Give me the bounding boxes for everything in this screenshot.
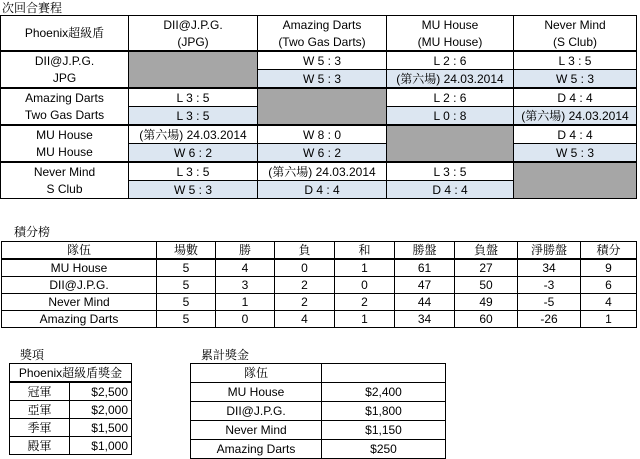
standings-team: DII@J.P.G. — [2, 277, 157, 294]
fixtures-row — [1, 88, 637, 107]
standings-value: 50 — [455, 277, 518, 294]
fixtures-col-team: MU House — [387, 16, 514, 34]
fixtures-col-venue: (Two Gas Darts) — [258, 33, 387, 51]
accum-amount: $250 — [322, 440, 446, 459]
prize-amount: $1,500 — [70, 419, 132, 437]
prize-place: 季軍 — [10, 419, 70, 437]
fixtures-row-team: Never Mind — [1, 162, 129, 181]
fixtures-result: W 6 : 2 — [129, 144, 258, 163]
standings-value: 1 — [335, 259, 395, 277]
fixtures-row-venue: JPG — [1, 70, 129, 89]
prize-row — [10, 437, 132, 455]
accum-amount: $1,150 — [322, 421, 446, 440]
fixtures-col-venue: (MU House) — [387, 33, 514, 51]
standings-row — [2, 294, 637, 311]
prize-place: 殿軍 — [10, 437, 70, 455]
standings-header: 勝盤 — [395, 242, 455, 260]
standings-value: 4 — [216, 259, 275, 277]
fixtures-self-cell — [514, 162, 637, 199]
standings-header: 淨勝盤 — [518, 242, 581, 260]
prize-row — [10, 419, 132, 437]
prize-amount: $2,000 — [70, 401, 132, 419]
fixtures-result: W 5 : 3 — [258, 70, 387, 89]
fixtures-self-cell — [129, 51, 258, 88]
standings-value: 47 — [395, 277, 455, 294]
fixtures-row-venue: Two Gas Darts — [1, 107, 129, 126]
fixtures-title: 次回合賽程 — [2, 1, 63, 15]
standings-team: Never Mind — [2, 294, 157, 311]
accum-amount: $1,800 — [322, 402, 446, 421]
standings-value: 0 — [275, 259, 335, 277]
accum-header-row — [191, 364, 446, 383]
standings-value: -3 — [518, 277, 581, 294]
fixtures-result: L 3 : 5 — [129, 107, 258, 126]
prize-row — [10, 382, 132, 401]
standings-header: 負 — [275, 242, 335, 260]
standings-value: 5 — [157, 259, 216, 277]
standings-row — [2, 277, 637, 294]
fixtures-row-team: DII@J.P.G. — [1, 51, 129, 70]
fixtures-col-team: Amazing Darts — [258, 16, 387, 34]
fixtures-result: D 4 : 4 — [258, 181, 387, 199]
prize-place: 亞軍 — [10, 401, 70, 419]
standings-value: 49 — [455, 294, 518, 311]
accum-title: 累計獎金 — [201, 348, 250, 362]
standings-value: -5 — [518, 294, 581, 311]
accum-amount: $2,400 — [322, 383, 446, 402]
standings-value: 0 — [216, 311, 275, 328]
accum-header: 隊伍 — [191, 364, 322, 383]
fixtures-row — [1, 162, 637, 181]
fixtures-result: D 4 : 4 — [514, 88, 637, 107]
fixtures-result: (第六場) 24.03.2014 — [129, 125, 258, 144]
fixtures-row-venue: MU House — [1, 144, 129, 163]
prize-row — [10, 401, 132, 419]
standings-value: 2 — [275, 294, 335, 311]
fixtures-col-venue: (JPG) — [129, 33, 258, 51]
fixtures-result: L 3 : 5 — [514, 51, 637, 70]
standings-value: 2 — [335, 294, 395, 311]
standings-value: 4 — [581, 294, 637, 311]
standings-value: 9 — [581, 259, 637, 277]
standings-value: 4 — [275, 311, 335, 328]
fixtures-corner: Phoenix超級盾 — [1, 16, 129, 52]
standings-value: 1 — [581, 311, 637, 328]
fixtures-result: L 0 : 8 — [387, 107, 514, 126]
standings-header: 負盤 — [455, 242, 518, 260]
fixtures-table — [0, 15, 637, 199]
accum-team: Never Mind — [191, 421, 322, 440]
fixtures-result: L 3 : 5 — [387, 162, 514, 181]
standings-value: 2 — [275, 277, 335, 294]
fixtures-row-team: MU House — [1, 125, 129, 144]
standings-value: 60 — [455, 311, 518, 328]
standings-value: 3 — [216, 277, 275, 294]
accum-row — [191, 421, 446, 440]
standings-title: 積分榜 — [14, 225, 51, 239]
fixtures-result: L 2 : 6 — [387, 51, 514, 70]
standings-value: -26 — [518, 311, 581, 328]
fixtures-self-cell — [258, 88, 387, 125]
fixtures-result: W 5 : 3 — [258, 51, 387, 70]
standings-value: 44 — [395, 294, 455, 311]
prize-amount: $2,500 — [70, 382, 132, 401]
accumulated-prize-table — [190, 363, 446, 459]
accum-header-blank — [322, 364, 446, 383]
fixtures-row-2 — [1, 144, 637, 163]
fixtures-result: W 8 : 0 — [258, 125, 387, 144]
fixtures-row — [1, 51, 637, 70]
fixtures-result: D 4 : 4 — [514, 125, 637, 144]
fixtures-col-team: Never Mind — [514, 16, 637, 34]
prize-place: 冠軍 — [10, 382, 70, 401]
fixtures-col-team: DII@J.P.G. — [129, 16, 258, 34]
fixtures-result: (第六場) 24.03.2014 — [258, 162, 387, 181]
prizes-header-row — [10, 364, 132, 383]
prize-amount: $1,000 — [70, 437, 132, 455]
standings-header-row — [2, 242, 637, 260]
standings-row — [2, 311, 637, 328]
prizes-table — [9, 363, 132, 455]
standings-value: 0 — [335, 277, 395, 294]
standings-value: 27 — [455, 259, 518, 277]
fixtures-result: W 5 : 3 — [129, 181, 258, 199]
fixtures-result: W 5 : 3 — [514, 70, 637, 89]
standings-value: 5 — [157, 294, 216, 311]
accum-row — [191, 402, 446, 421]
standings-header: 積分 — [581, 242, 637, 260]
fixtures-result: L 3 : 5 — [129, 162, 258, 181]
fixtures-result: (第六場) 24.03.2014 — [387, 70, 514, 89]
standings-value: 1 — [335, 311, 395, 328]
accum-team: Amazing Darts — [191, 440, 322, 459]
standings-value: 34 — [395, 311, 455, 328]
fixtures-row — [1, 125, 637, 144]
fixtures-result: L 3 : 5 — [129, 88, 258, 107]
fixtures-result: L 2 : 6 — [387, 88, 514, 107]
accum-row — [191, 440, 446, 459]
accum-row — [191, 383, 446, 402]
fixtures-result: (第六場) 24.03.2014 — [514, 107, 637, 126]
standings-value: 5 — [157, 277, 216, 294]
prizes-header: Phoenix超級盾獎金 — [10, 364, 132, 383]
standings-value: 1 — [216, 294, 275, 311]
standings-table — [1, 241, 637, 328]
fixtures-result: W 6 : 2 — [258, 144, 387, 163]
fixtures-result: D 4 : 4 — [387, 181, 514, 199]
fixtures-col-venue: (S Club) — [514, 33, 637, 51]
fixtures-row-2 — [1, 70, 637, 89]
standings-header: 場數 — [157, 242, 216, 260]
standings-value: 5 — [157, 311, 216, 328]
fixtures-row-team: Amazing Darts — [1, 88, 129, 107]
standings-value: 61 — [395, 259, 455, 277]
accum-team: DII@J.P.G. — [191, 402, 322, 421]
standings-team: MU House — [2, 259, 157, 277]
standings-value: 6 — [581, 277, 637, 294]
fixtures-result: W 5 : 3 — [514, 144, 637, 163]
fixtures-header-row — [1, 16, 637, 34]
standings-header: 勝 — [216, 242, 275, 260]
standings-row — [2, 259, 637, 277]
fixtures-self-cell — [387, 125, 514, 162]
fixtures-row-venue: S Club — [1, 181, 129, 199]
standings-team: Amazing Darts — [2, 311, 157, 328]
prizes-title: 獎項 — [20, 348, 45, 362]
accum-team: MU House — [191, 383, 322, 402]
standings-value: 34 — [518, 259, 581, 277]
standings-header: 和 — [335, 242, 395, 260]
standings-header: 隊伍 — [2, 242, 157, 260]
